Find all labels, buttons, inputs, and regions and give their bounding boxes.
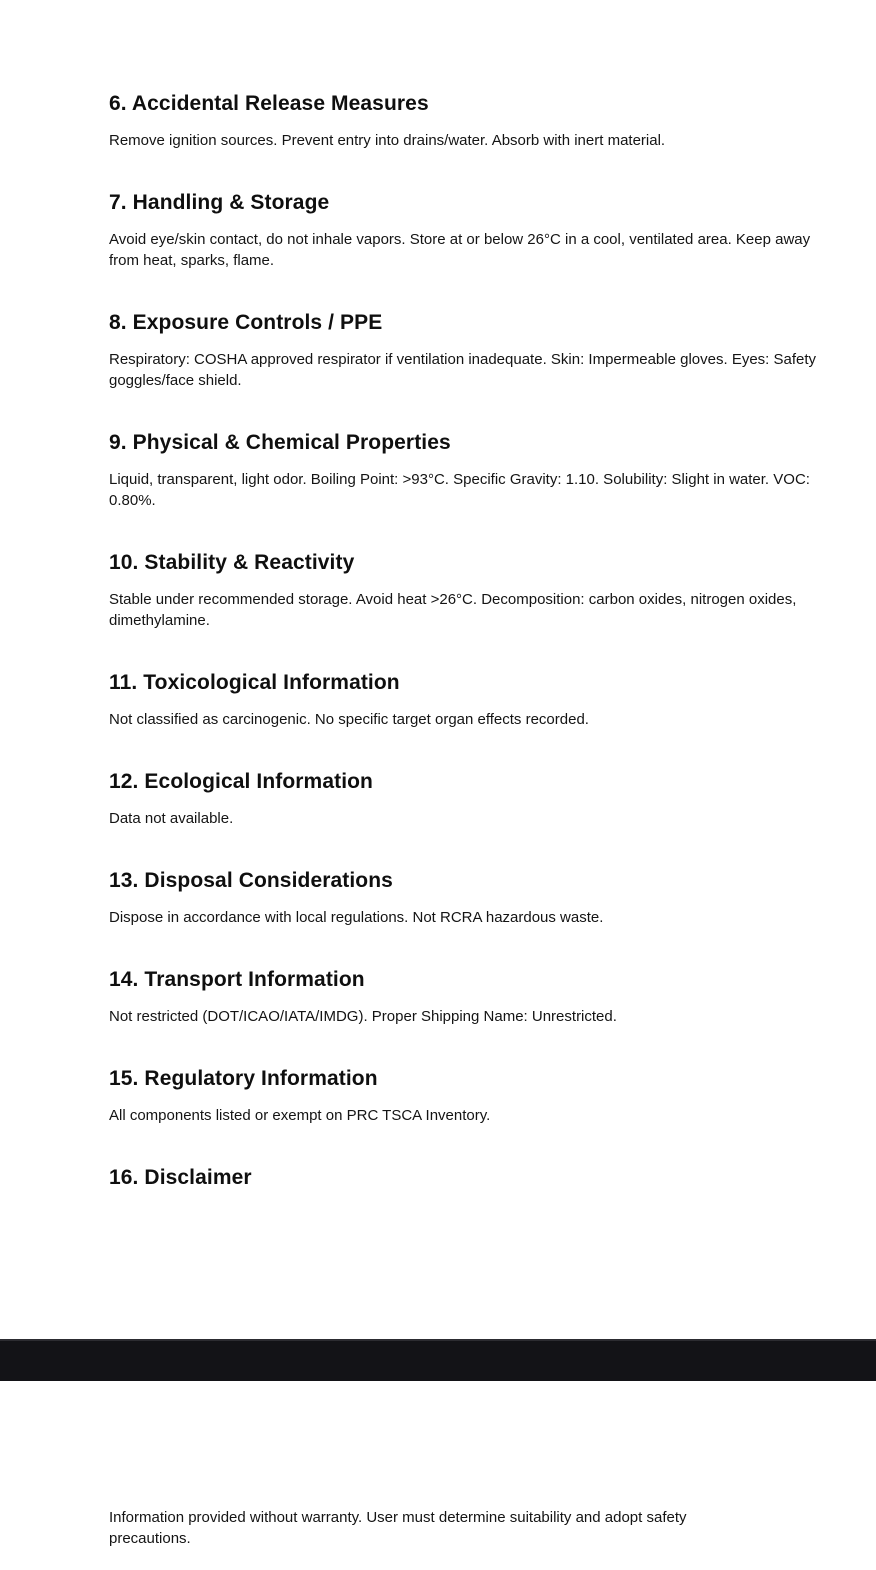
disclaimer-footer bbox=[0, 1381, 876, 1549]
section-disposal-considerations bbox=[109, 869, 835, 928]
section-heading: 11. Toxicological Information bbox=[109, 671, 400, 694]
section-heading: 9. Physical & Chemical Properties bbox=[109, 431, 451, 454]
section-heading: 6. Accidental Release Measures bbox=[109, 92, 429, 115]
section-disclaimer bbox=[109, 1166, 835, 1190]
section-heading: 7. Handling & Storage bbox=[109, 191, 330, 214]
section-physical-chemical-properties bbox=[109, 431, 835, 511]
section-ecological-information bbox=[109, 770, 835, 829]
page-break-bar bbox=[0, 1339, 876, 1381]
section-body: Respiratory: COSHA approved respirator if ventilation inadequate. Skin: Impermeable gloves. Eyes: Safety goggles/face shield. bbox=[109, 351, 817, 389]
section-body: All components listed or exempt on PRC TSCA Inventory. bbox=[109, 1107, 491, 1124]
section-heading: 16. Disclaimer bbox=[109, 1166, 252, 1189]
section-accidental-release-measures bbox=[109, 92, 835, 151]
section-regulatory-information bbox=[109, 1067, 835, 1126]
section-body: Stable under recommended storage. Avoid heat >26°C. Decomposition: carbon oxides, nitrogen oxides, dimethylamine. bbox=[109, 591, 797, 629]
section-body: Not classified as carcinogenic. No specific target organ effects recorded. bbox=[109, 711, 589, 728]
section-body: Liquid, transparent, light odor. Boiling Point: >93°C. Specific Gravity: 1.10. Solubility: Slight in water. VOC: 0.80%. bbox=[109, 471, 810, 509]
section-body: Dispose in accordance with local regulations. Not RCRA hazardous waste. bbox=[109, 909, 604, 926]
section-heading: 10. Stability & Reactivity bbox=[109, 551, 355, 574]
section-handling-storage bbox=[109, 191, 835, 271]
section-exposure-controls-ppe bbox=[109, 311, 835, 391]
section-heading: 12. Ecological Information bbox=[109, 770, 373, 793]
section-body: Remove ignition sources. Prevent entry into drains/water. Absorb with inert material. bbox=[109, 132, 666, 149]
section-body: Avoid eye/skin contact, do not inhale vapors. Store at or below 26°C in a cool, ventilated area. Keep away from heat, sparks, flame. bbox=[109, 231, 811, 269]
disclaimer-body: Information provided without warranty. User must determine suitability and adopt safety precautions. bbox=[109, 1509, 687, 1547]
section-heading: 14. Transport Information bbox=[109, 968, 365, 991]
section-heading: 13. Disposal Considerations bbox=[109, 869, 393, 892]
section-transport-information bbox=[109, 968, 835, 1027]
section-heading: 15. Regulatory Information bbox=[109, 1067, 378, 1090]
section-toxicological-information bbox=[109, 671, 835, 730]
section-stability-reactivity bbox=[109, 551, 835, 631]
section-heading: 8. Exposure Controls / PPE bbox=[109, 311, 383, 334]
section-body: Data not available. bbox=[109, 810, 234, 827]
section-body: Not restricted (DOT/ICAO/IATA/IMDG). Proper Shipping Name: Unrestricted. bbox=[109, 1008, 617, 1025]
